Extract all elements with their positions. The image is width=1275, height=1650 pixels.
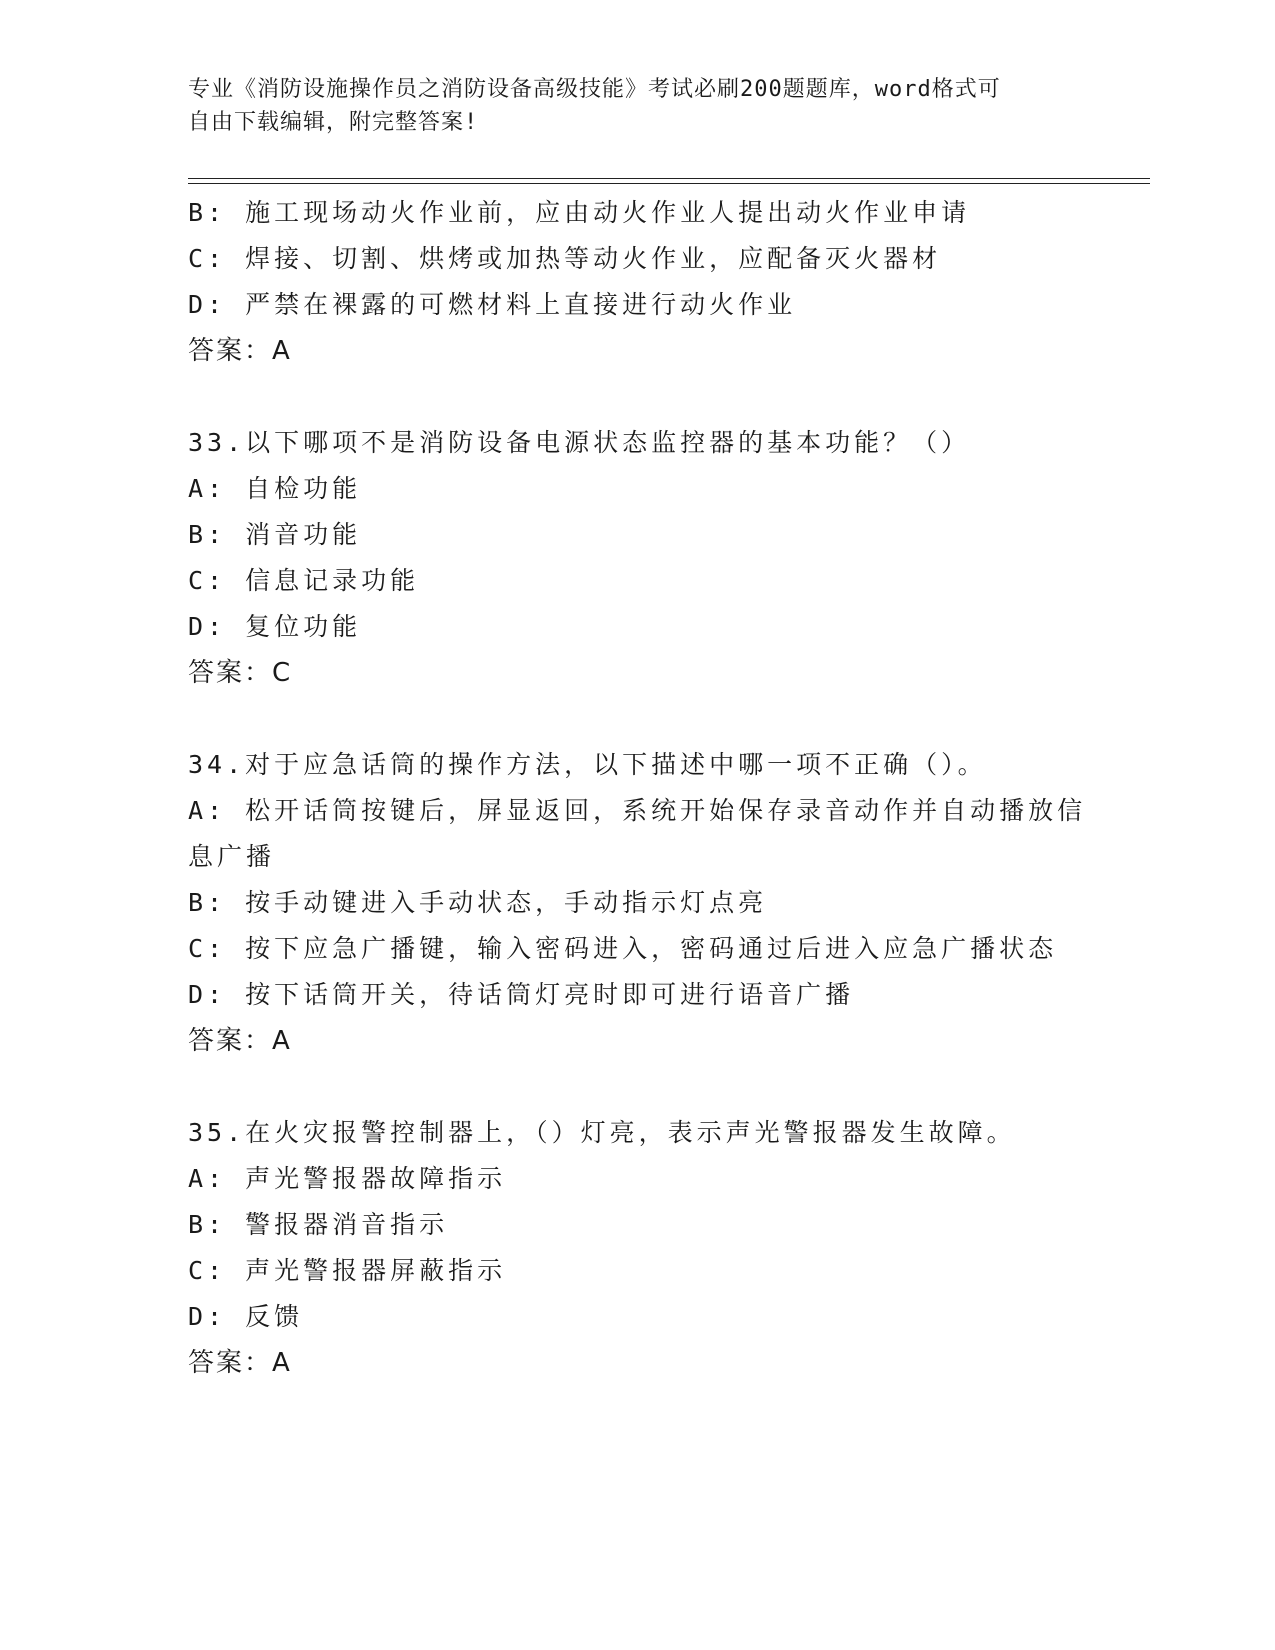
question-33 xyxy=(188,420,1088,696)
option-c: C: 信息记录功能 xyxy=(188,566,420,595)
spacer xyxy=(188,696,1088,742)
option-d: D: 反馈 xyxy=(188,1302,304,1331)
question-stem: 33.以下哪项不是消防设备电源状态监控器的基本功能？（） xyxy=(188,428,971,457)
option-a: A: 松开话筒按键后，屏显返回，系统开始保存录音动作并自动播放信息广播 xyxy=(188,796,1087,871)
option-b: B: 施工现场动火作业前，应由动火作业人提出动火作业申请 xyxy=(188,198,971,227)
question-stem: 35.在火灾报警控制器上，（）灯亮，表示声光警报器发生故障。 xyxy=(188,1118,1016,1147)
option-c: C: 焊接、切割、烘烤或加热等动火作业，应配备灭火器材 xyxy=(188,244,942,273)
header-line-1: 专业《消防设施操作员之消防设备高级技能》考试必刷200题题库，word格式可 xyxy=(188,77,1001,102)
answer-line: 答案：A xyxy=(188,1026,292,1056)
spacer xyxy=(188,374,1088,420)
header-divider-bottom xyxy=(188,183,1150,184)
option-d: D: 严禁在裸露的可燃材料上直接进行动火作业 xyxy=(188,290,797,319)
answer-line: 答案：A xyxy=(188,336,292,366)
header-line-2: 自由下载编辑，附完整答案! xyxy=(188,110,479,135)
question-34 xyxy=(188,742,1088,1064)
option-b: B: 消音功能 xyxy=(188,520,362,549)
option-c: C: 声光警报器屏蔽指示 xyxy=(188,1256,507,1285)
option-d: D: 复位功能 xyxy=(188,612,362,641)
answer-line: 答案：A xyxy=(188,1348,292,1378)
document-header xyxy=(188,73,1088,139)
question-32-continued xyxy=(188,190,1088,374)
option-b: B: 警报器消音指示 xyxy=(188,1210,449,1239)
option-d: D: 按下话筒开关，待话筒灯亮时即可进行语音广播 xyxy=(188,980,855,1009)
question-content xyxy=(188,190,1088,1386)
spacer xyxy=(188,1064,1088,1110)
question-stem: 34.对于应急话筒的操作方法，以下描述中哪一项不正确（）。 xyxy=(188,750,987,779)
option-a: A: 自检功能 xyxy=(188,474,362,503)
header-divider-top xyxy=(188,178,1150,179)
option-a: A: 声光警报器故障指示 xyxy=(188,1164,507,1193)
answer-line: 答案：C xyxy=(188,658,293,688)
question-35 xyxy=(188,1110,1088,1386)
option-c: C: 按下应急广播键，输入密码进入，密码通过后进入应急广播状态 xyxy=(188,934,1058,963)
option-b: B: 按手动键进入手动状态，手动指示灯点亮 xyxy=(188,888,768,917)
